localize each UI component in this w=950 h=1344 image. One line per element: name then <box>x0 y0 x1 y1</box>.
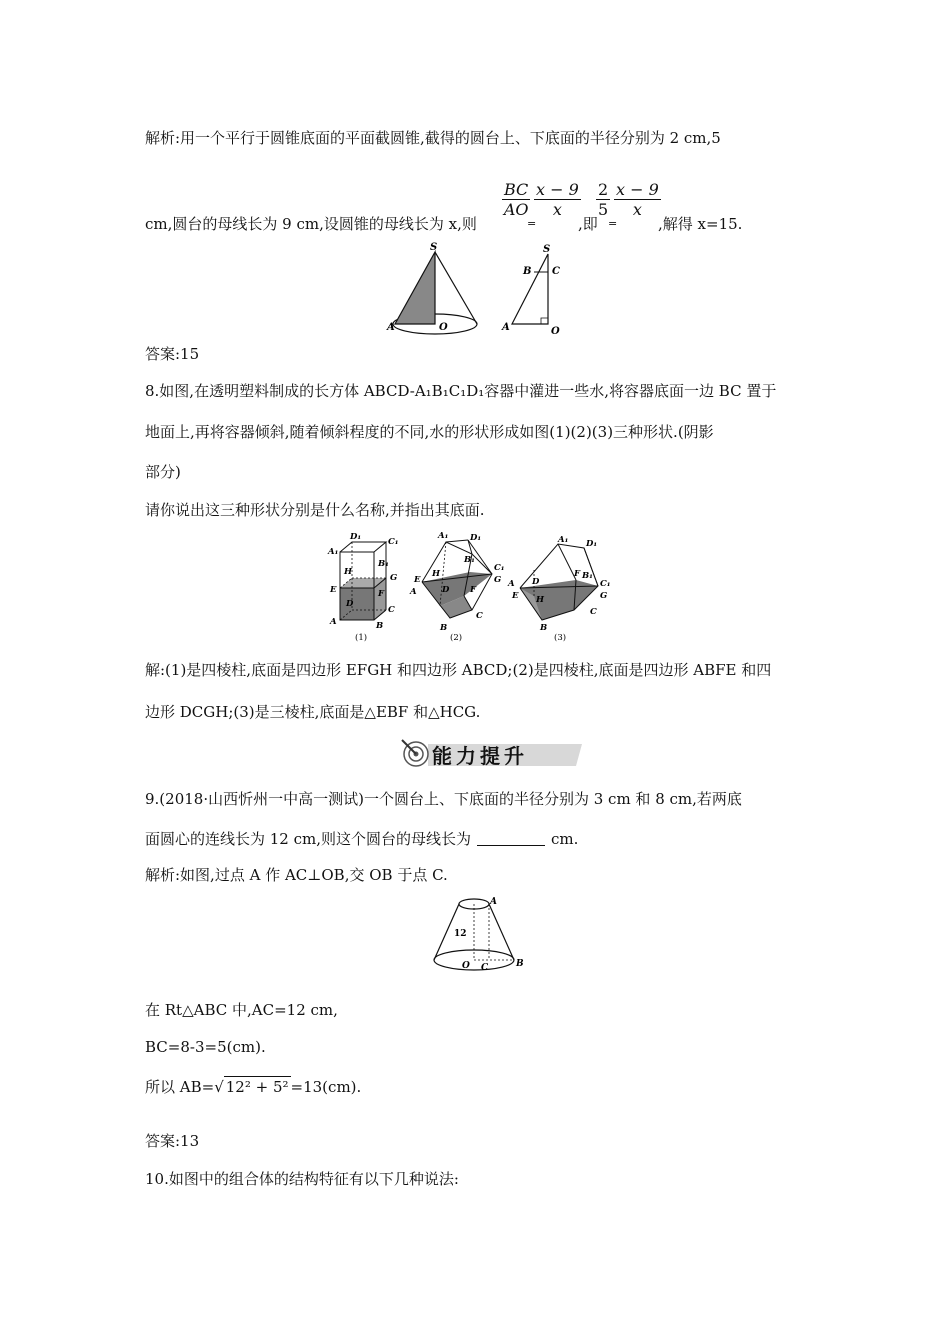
p9-answer: 答案:13 <box>145 1132 200 1150</box>
p7-analysis-text-b: ,解得 x=15. <box>658 215 743 233</box>
section-title: 能力提升 <box>432 744 528 768</box>
cone-figure <box>385 240 575 340</box>
p9-question-line1: 9.(2018·山西忻州一中高一测试)一个圆台上、下底面的半径分别为 3 cm 和 8 cm,若两底 <box>145 790 742 808</box>
sqrt-radicand: 12² + 5² <box>225 1078 289 1096</box>
p8-question-line4: 请你说出这三种形状分别是什么名称,并指出其底面. <box>145 501 485 519</box>
svg-text:D₁: D₁ <box>470 533 482 543</box>
svg-text:G: G <box>494 575 502 585</box>
svg-text:B₁: B₁ <box>464 555 475 565</box>
equals-sign: = <box>608 217 618 230</box>
svg-text:C₁: C₁ <box>494 563 505 573</box>
fraction-x-minus-9-over-x <box>534 180 581 219</box>
p9-question-line2 <box>145 829 578 849</box>
svg-text:D: D <box>346 599 354 609</box>
svg-text:B: B <box>440 623 448 633</box>
label-C: C <box>552 266 560 277</box>
fraction-numerator: x − 9 <box>616 180 659 199</box>
p8-solution-line1: 解:(1)是四棱柱,底面是四边形 EFGH 和四边形 ABCD;(2)是四棱柱,底面是四边形 ABFE 和四 <box>145 661 772 679</box>
svg-text:B₁: B₁ <box>582 571 593 581</box>
label-A: A <box>490 897 497 907</box>
frustum-figure <box>430 894 530 976</box>
label-A2: A <box>502 322 510 333</box>
svg-text:A: A <box>410 587 417 597</box>
p7-answer: 答案:15 <box>145 345 200 363</box>
p8-solution-line2: 边形 DCGH;(3)是三棱柱,底面是△EBF 和△HCG. <box>145 703 481 721</box>
p7-analysis-line1: 解析:用一个平行于圆锥底面的平面截圆锥,截得的圆台上、下底面的半径分别为 2 cm,5 <box>145 129 721 147</box>
svg-text:A: A <box>508 579 515 589</box>
p8-question-line1: 8.如图,在透明塑料制成的长方体 ABCD-A₁B₁C₁D₁容器中灌进一些水,将容器底面一边 BC 置于 <box>145 382 777 400</box>
p9-rt-triangle-line: 在 Rt△ABC 中,AC=12 cm, <box>145 1001 338 1019</box>
svg-text:C: C <box>590 607 597 617</box>
answer-blank <box>477 845 545 846</box>
p9-ab-text-b: =13(cm). <box>290 1078 362 1096</box>
svg-text:B₁: B₁ <box>378 559 389 569</box>
svg-text:E: E <box>330 585 337 595</box>
p9-question-text-a: 面圆心的连线长为 12 cm,则这个圆台的母线长为 <box>145 830 472 848</box>
p9-bc-line: BC=8-3=5(cm). <box>145 1038 266 1056</box>
svg-text:C₁: C₁ <box>388 537 399 547</box>
p7-analysis-text-a: cm,圆台的母线长为 9 cm,设圆锥的母线长为 x,则 <box>145 215 477 233</box>
svg-text:G: G <box>390 573 398 583</box>
svg-text:F: F <box>574 569 581 579</box>
caption-3: (3) <box>554 633 567 643</box>
label-O: O <box>462 961 470 971</box>
label-C: C <box>481 963 489 973</box>
fraction-numerator: BC <box>504 180 529 199</box>
svg-text:A₁: A₁ <box>558 535 569 545</box>
svg-text:A₁: A₁ <box>328 547 339 557</box>
fraction-denominator: AO <box>503 200 529 219</box>
svg-text:D: D <box>442 585 450 595</box>
p9-ab-text-a: 所以 AB= <box>145 1078 215 1096</box>
fraction-denominator: x <box>632 200 642 219</box>
svg-text:D₁: D₁ <box>350 532 362 542</box>
svg-text:C: C <box>388 605 395 615</box>
svg-text:E: E <box>512 591 519 601</box>
svg-text:D: D <box>532 577 540 587</box>
svg-text:D₁: D₁ <box>586 539 598 549</box>
svg-text:F: F <box>378 589 385 599</box>
caption-2: (2) <box>450 633 463 643</box>
p10-question-line1: 10.如图中的组合体的结构特征有以下几种说法: <box>145 1170 459 1188</box>
label-O2: O <box>551 326 560 337</box>
svg-text:B: B <box>540 623 548 633</box>
boxes-figure <box>322 530 612 648</box>
svg-text:H: H <box>536 595 545 605</box>
svg-text:C: C <box>476 611 483 621</box>
svg-text:C₁: C₁ <box>600 579 611 589</box>
fraction-numerator: 2 <box>598 180 609 199</box>
p9-ab-line <box>145 1076 361 1097</box>
p9-analysis: 解析:如图,过点 A 作 AC⊥OB,交 OB 于点 C. <box>145 866 448 884</box>
label-O: O <box>439 322 448 333</box>
separator-text: ,即 <box>578 215 598 233</box>
fraction-denominator: x <box>552 200 562 219</box>
p7-analysis-line2 <box>145 214 477 234</box>
sqrt-sign: √ <box>214 1078 224 1096</box>
fraction-x-minus-9-over-x <box>614 180 661 219</box>
caption-1: (1) <box>355 633 368 643</box>
equals-sign: = <box>527 217 537 230</box>
label-S2: S <box>543 244 551 255</box>
label-B: B <box>523 266 532 277</box>
svg-text:A: A <box>330 617 337 627</box>
label-B: B <box>516 959 524 969</box>
right-triangle <box>512 254 548 324</box>
svg-text:H: H <box>344 567 353 577</box>
svg-text:E: E <box>414 575 421 585</box>
svg-text:B: B <box>376 621 384 631</box>
label-S: S <box>430 242 438 253</box>
p8-question-line2: 地面上,再将容器倾斜,随着倾斜程度的不同,水的形状形成如图(1)(2)(3)三种形状.(阴影 <box>145 423 714 441</box>
label-A: A <box>387 322 395 333</box>
fraction-numerator: x − 9 <box>536 180 579 199</box>
p8-question-line3: 部分) <box>145 463 181 481</box>
svg-text:H: H <box>432 569 441 579</box>
label-height: 12 <box>454 929 467 939</box>
svg-text:G: G <box>600 591 608 601</box>
p9-question-text-b: cm. <box>551 830 579 848</box>
svg-text:A₁: A₁ <box>438 531 449 541</box>
svg-text:F: F <box>470 585 477 595</box>
cone-shaded-triangle <box>395 252 435 324</box>
fraction-denominator: 5 <box>598 200 609 219</box>
